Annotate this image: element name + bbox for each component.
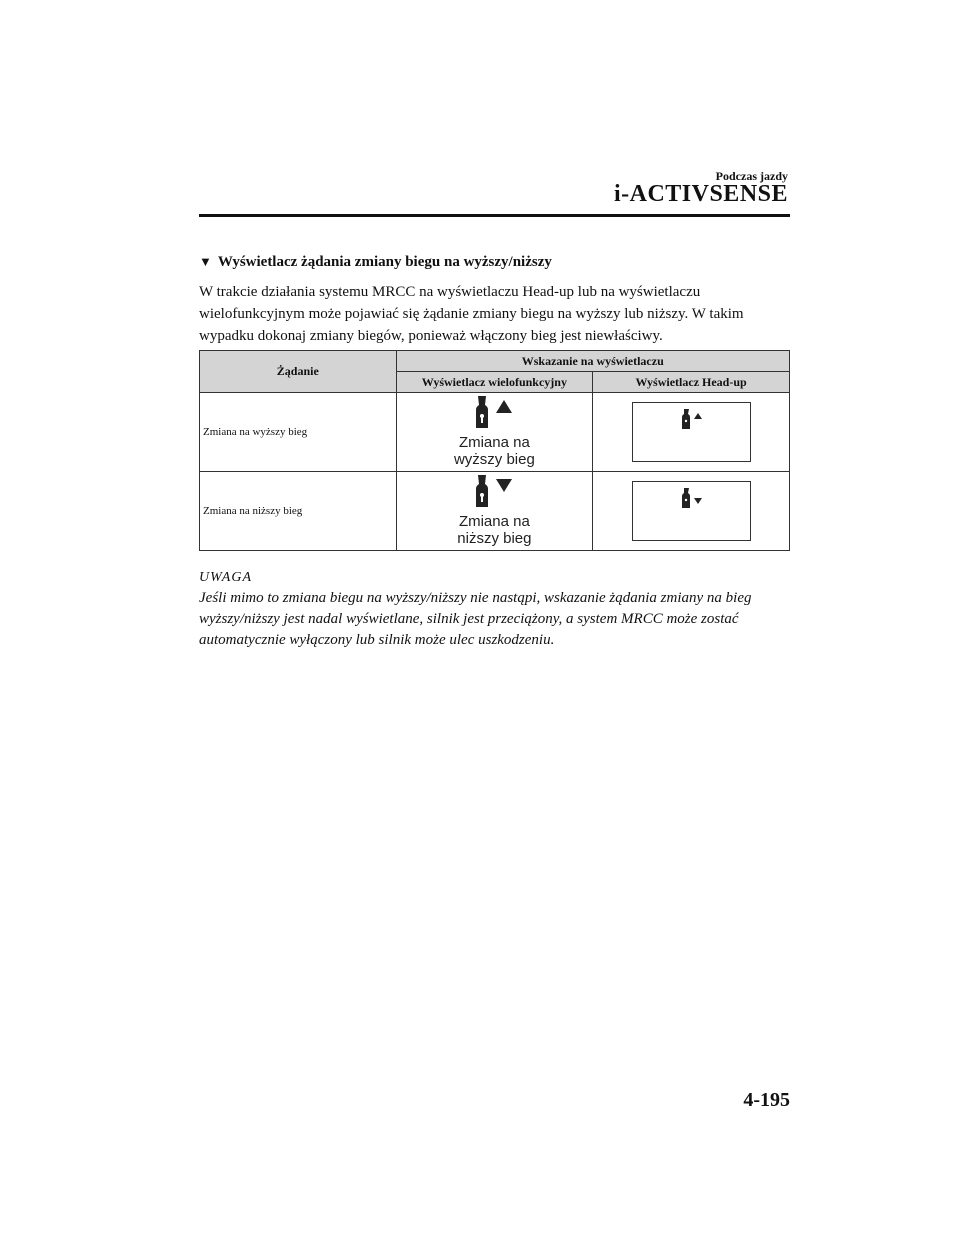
hud-display-cell <box>593 393 790 472</box>
row-request-label: Zmiana na niższy bieg <box>200 472 397 551</box>
mfd-display-cell <box>396 472 593 551</box>
table-header-hud: Wyświetlacz Head-up <box>593 372 790 393</box>
page-number: 4-195 <box>743 1089 790 1111</box>
section-heading <box>199 254 552 271</box>
table-header-mfd: Wyświetlacz wielofunkcyjny <box>396 372 593 393</box>
header-divider <box>199 214 790 217</box>
row-request-label: Zmiana na wyższy bieg <box>200 393 397 472</box>
hud-display-frame <box>632 481 751 541</box>
table-header-indication: Wskazanie na wyświetlaczu <box>396 351 789 372</box>
mfd-text-line1: Zmiana na <box>458 434 530 451</box>
table-header-request: Żądanie <box>200 351 397 393</box>
header-section-title: Podczas jazdy <box>715 169 788 183</box>
note-text: Jeśli mimo to zmiana biegu na wyższy/niższy nie nastąpi, wskazanie żądania zmiany na bieg wyższy/niższy jest nadal wyświetlane, silnik jest przeciążony, a system MRCC może zostać automatycznie wyłączony lub silnik może ulec uszkodzeniu. <box>199 590 752 648</box>
shift-up-icon <box>472 396 516 432</box>
hud-display-frame <box>632 402 751 462</box>
hud-shift-up-icon <box>681 409 703 429</box>
table-row <box>200 472 790 551</box>
hud-display-cell <box>593 472 790 551</box>
mfd-text-line1: Zmiana na <box>458 513 530 530</box>
section-heading-text: Wyświetlacz żądania zmiany biegu na wyższy/niższy <box>217 254 552 270</box>
mfd-text-line2: niższy bieg <box>457 530 532 547</box>
mfd-text-line2: wyższy bieg <box>453 451 535 468</box>
shift-down-icon <box>472 475 516 511</box>
section-paragraph: W trakcie działania systemu MRCC na wyświetlaczu Head-up lub na wyświetlaczu wielofunkcyjnym może pojawiać się żądanie zmiany biegu na wyższy lub niższy. W takim wypadku dokonaj zmiany biegów, ponieważ włączony bieg jest niewłaściwy. <box>199 284 744 344</box>
note-label: UWAGA <box>199 570 253 585</box>
gear-shift-table <box>199 350 790 551</box>
hud-shift-down-icon <box>681 488 703 508</box>
header-chapter-title: i-ACTIVSENSE <box>613 181 788 207</box>
table-row <box>200 393 790 472</box>
mfd-display-cell <box>396 393 593 472</box>
triangle-bullet-icon: ▼ <box>199 254 212 269</box>
